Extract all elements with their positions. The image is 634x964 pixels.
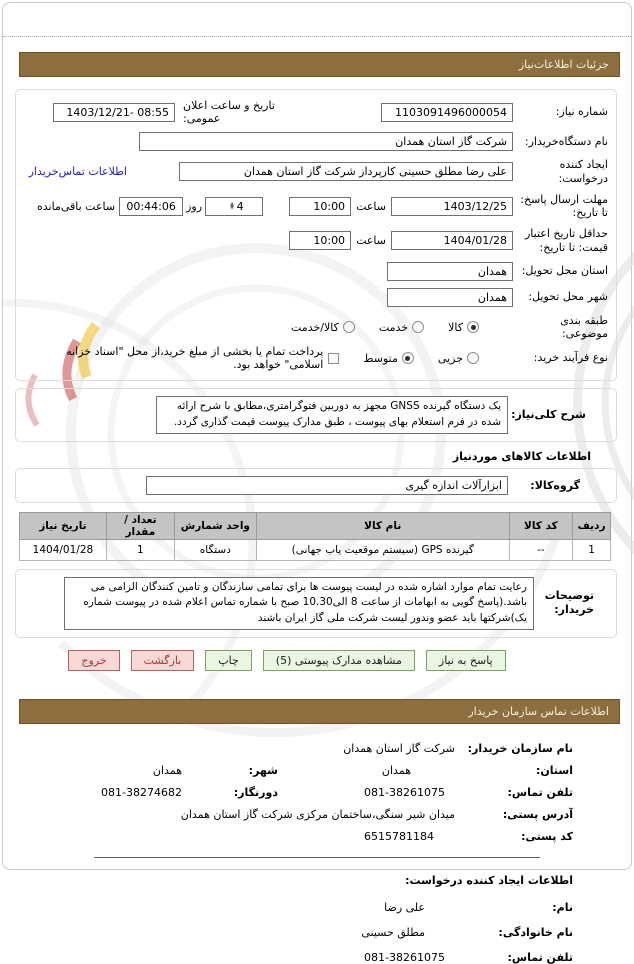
attachments-button[interactable]: مشاهده مدارک پیوستی (5) (263, 650, 415, 671)
col-unit: واحد شمارش (174, 512, 256, 539)
print-button[interactable]: چاپ (205, 650, 252, 671)
days-remaining-stepper[interactable]: 4 ▲ ▼ (205, 197, 263, 216)
goods-table-header-row (20, 512, 611, 539)
treasury-checkbox[interactable] (328, 353, 339, 364)
goods-table-row[interactable]: 1 -- گیرنده GPS (سیستم موقعیت یاب جهانی) دستگاه 1 1404/01/28 (20, 539, 611, 560)
contact-fax-value: 081-38274682 (101, 785, 182, 799)
contact-province-value: همدان (381, 763, 411, 777)
creator-info-title: اطلاعات ایجاد کننده درخواست: (405, 873, 573, 887)
col-name: نام کالا (256, 512, 509, 539)
radio-partial-icon[interactable] (467, 352, 479, 364)
creator-info (23, 874, 573, 964)
details-panel (15, 89, 617, 381)
contact-postal-label: کد پستی: (521, 829, 573, 843)
description-label: شرح کلی‌نیاز: (511, 408, 586, 422)
col-code: کد کالا (509, 512, 573, 539)
creator-phone-label: تلفن تماس: (507, 950, 573, 964)
buyer-notes-label: توضیحات خریدار: (544, 588, 594, 617)
radio-medium-icon[interactable] (402, 352, 414, 364)
section-header-details (19, 52, 620, 77)
classification-row (24, 314, 608, 342)
treasury-note: پرداخت تمام یا بخشی از مبلغ خرید،از محل "اسناد خزانه اسلامی" خواهد بود. (66, 345, 324, 371)
time-remaining-field[interactable]: 00:44:06 (119, 197, 183, 216)
creator-fname-label: نام: (552, 900, 573, 914)
contact-address-label: آدرس پستی: (502, 807, 573, 821)
contact-postal-value: 6515781184 (364, 829, 434, 843)
radio-partial[interactable]: جزیی (438, 352, 479, 365)
creator-lname-value: مطلق حسینی (361, 925, 425, 939)
days-label: روز (186, 199, 203, 213)
radio-goods[interactable]: کالا (448, 321, 479, 334)
city-field[interactable]: همدان (387, 288, 513, 307)
contact-address-row (23, 808, 573, 821)
contact-divider (94, 857, 540, 858)
contact-info (23, 742, 573, 843)
validity-hour-label: ساعت (356, 234, 386, 248)
buyer-org-row (24, 132, 608, 151)
buyer-notes-textarea[interactable]: رعایت تمام موارد اشاره شده در لیست پیوست ها برای تمامی سازندگان و تامین کنندگان الزامی می باشد.(پاسخ گویی به ابهامات از ساعت 8 الی10.30 صبح با شماره تماس اعلام شده در پیوست شماره یک)شرکتها باید عضو وندور لیست شرکت ملی گاز ایران باشند (64, 577, 534, 630)
details-title: جزئیات اطلاعات‌نیاز (518, 58, 609, 71)
creator-phone-value: 081-38261075 (364, 950, 445, 964)
stepper-arrows-icon[interactable]: ▲ ▼ (230, 200, 234, 212)
announce-datetime-field[interactable]: 1403/12/21- 08:55 (53, 103, 175, 122)
actions (3, 650, 571, 671)
announce-label: تاریخ و ساعت اعلان عمومی: (183, 99, 275, 125)
col-row: ردیف (573, 512, 611, 539)
contact-org-value: شرکت گاز استان همدان (343, 741, 455, 755)
radio-service-icon[interactable] (412, 321, 424, 333)
goods-table (19, 512, 611, 561)
top-separator (3, 36, 631, 37)
process-label: نوع فرآیند خرید: (533, 351, 608, 365)
description-textarea[interactable]: یک دستگاه گیرنده GNSS مجهز به دوربین فتوگرامتری،مطابق با شرح ارائه شده در فرم استعلام بهای پیوست ، طبق مدارک پیوست قیمت گذاری گردد. (156, 396, 508, 434)
validity-date-field[interactable]: 1404/01/28 (391, 231, 513, 250)
contact-fax-label: دورنگار: (233, 785, 278, 799)
creator-lname-row (23, 926, 573, 939)
goods-group-label: گروه‌کالا: (530, 478, 580, 492)
contact-org-row (23, 742, 573, 755)
creator-field[interactable]: علی رضا مطلق حسینی کارپرداز شرکت گاز استان همدان (179, 162, 513, 181)
need-number-label: شماره نیاز: (555, 105, 608, 119)
province-label: استان محل تحویل: (521, 264, 608, 278)
radio-medium[interactable]: متوسط (363, 352, 414, 365)
remaining-label: ساعت باقی‌مانده (37, 199, 116, 213)
goods-group-panel (15, 468, 617, 503)
validity-label: حداقل تاریخ اعتبار قیمت: تا تاریخ: (524, 227, 608, 254)
radio-goods-service-icon[interactable] (343, 321, 355, 333)
goods-section-title: اطلاعات کالاهای موردنیاز (452, 449, 591, 463)
contact-title: اطلاعات تماس سازمان خریدار (468, 704, 609, 718)
creator-info-title-row (23, 874, 573, 887)
radio-goods-service[interactable]: کالا/خدمت (291, 321, 355, 334)
respond-button[interactable]: پاسخ به نیاز (426, 650, 506, 671)
city-row (24, 288, 608, 307)
col-date: تاریخ نیاز (20, 512, 107, 539)
validity-hour-field[interactable]: 10:00 (289, 231, 351, 250)
deadline-hour-field[interactable]: 10:00 (289, 197, 351, 216)
buyer-org-field[interactable]: شرکت گاز استان همدان (139, 132, 513, 151)
province-field[interactable]: همدان (387, 262, 513, 281)
contact-city-label: شهر: (248, 763, 278, 777)
contact-phone-value: 081-38261075 (364, 785, 445, 799)
creator-phone-row (23, 951, 573, 964)
creator-fname-value: علی رضا (384, 900, 425, 914)
contact-org-label: نام سازمان خریدار: (467, 741, 573, 755)
deadline-hour-label: ساعت (356, 199, 386, 213)
treasury-option[interactable] (24, 345, 339, 371)
exit-button[interactable]: خروج (68, 650, 119, 671)
city-label: شهر محل تحویل: (528, 290, 608, 304)
creator-label: ایجاد کننده درخواست: (558, 158, 608, 185)
buyer-notes-panel (15, 569, 617, 638)
section-header-contact (19, 699, 620, 724)
radio-service[interactable]: خدمت (379, 321, 424, 334)
deadline-date-field[interactable]: 1403/12/25 (391, 197, 513, 216)
creator-row (24, 158, 608, 186)
description-panel (15, 388, 617, 442)
contact-city-value: همدان (152, 763, 182, 777)
need-number-row (24, 99, 608, 125)
contact-phone-row (23, 786, 573, 799)
need-number-field[interactable]: 1103091496000054 (381, 103, 513, 122)
deadline-row (24, 193, 608, 221)
back-button[interactable]: بازگشت (131, 650, 195, 671)
creator-lname-label: نام خانوادگی: (498, 925, 573, 939)
contact-province-label: استان: (536, 763, 573, 777)
contact-province-row (23, 764, 573, 777)
col-qty: تعداد / مقدار (106, 512, 174, 539)
classification-label: طبقه بندی موضوعی: (560, 313, 608, 341)
contact-phone-label: تلفن تماس: (507, 785, 573, 799)
goods-group-field[interactable]: ابزارآلات اندازه گیری (146, 476, 508, 495)
buyer-contact-link[interactable]: اطلاعات تماس‌خریدار (28, 165, 127, 179)
province-row (24, 262, 608, 281)
contact-address-value: میدان شیر سنگی،ساختمان مرکزی شرکت گاز استان همدان (180, 807, 455, 821)
deadline-label: مهلت ارسال پاسخ: تا تاریخ: (520, 192, 608, 220)
contact-postal-row (23, 830, 573, 843)
radio-goods-icon[interactable] (467, 321, 479, 333)
process-row (24, 345, 608, 371)
buyer-org-label: نام دستگاه‌خریدار: (524, 134, 608, 148)
page-card (2, 2, 632, 964)
validity-row (24, 227, 608, 255)
creator-fname-row (23, 901, 573, 914)
